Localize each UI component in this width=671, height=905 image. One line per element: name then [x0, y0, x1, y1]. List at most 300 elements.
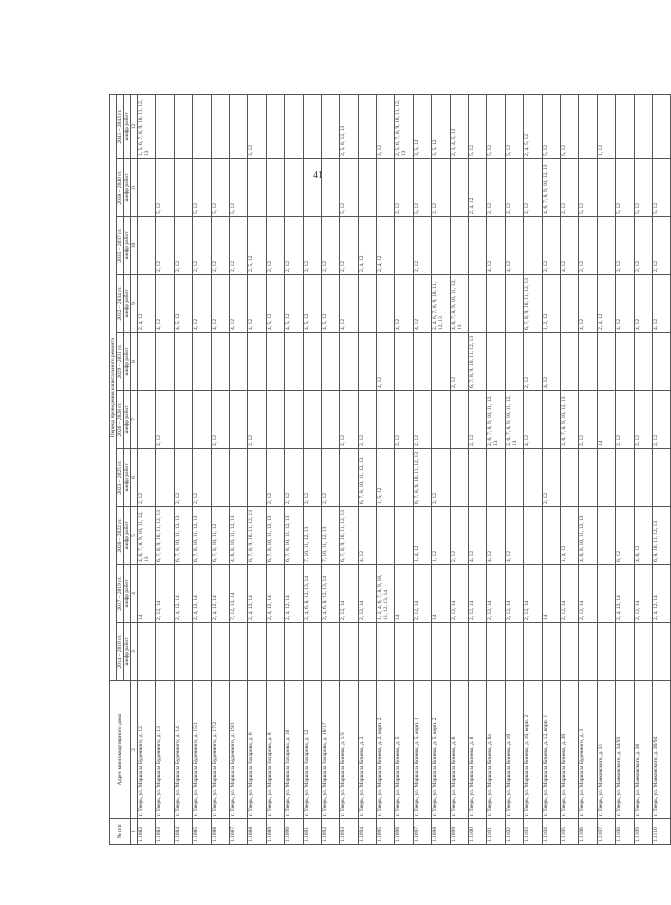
- work-code-cell: 2, 12: [524, 159, 542, 217]
- table-row: [156, 94, 174, 844]
- column-number: 1: [131, 819, 138, 845]
- work-code-cell: [487, 275, 505, 333]
- work-code-cell: 2, 12, 14: [487, 565, 505, 623]
- work-code-cell: [450, 159, 468, 217]
- table-row: [266, 94, 284, 844]
- work-code-cell: 4, 12: [634, 275, 652, 333]
- work-code-cell: 2, 4, 12, 14: [285, 565, 303, 623]
- work-code-cell: 6, 7, 8, 9, 10, 11, 12, 13: [156, 507, 174, 565]
- period-years-header: 2041 – 2043 гг.: [117, 94, 124, 158]
- work-code-cell: 5, 12: [413, 159, 431, 217]
- row-address: г. Тверь, ул. Маршала Конева, д. 6: [450, 681, 468, 819]
- work-code-cell: [542, 391, 560, 449]
- work-code-cell: 2, 12, 14: [524, 565, 542, 623]
- work-code-cell: 6, 8, 10, 11, 12, 13: [652, 507, 670, 565]
- row-address: г. Тверь, ул. Маршала Буденного, д. 3: [579, 681, 597, 819]
- work-code-cell: 5, 12: [634, 159, 652, 217]
- work-code-cell: 2, 12: [211, 217, 229, 275]
- row-number: 1.1086: [211, 819, 229, 845]
- work-code-cell: [377, 507, 395, 565]
- work-code-cell: 2, 12: [413, 217, 431, 275]
- work-code-cell: 4, 5, 12: [321, 275, 339, 333]
- work-code-cell: 6, 7, 8, 10, 11, 12, 13: [174, 507, 192, 565]
- table-row: [174, 94, 192, 844]
- work-code-cell: 5, 12: [505, 94, 523, 158]
- work-code-cell: 6, 7, 8, 9, 10, 11, 12, 13: [340, 507, 358, 565]
- work-code-cell: 1, 4, 12: [560, 507, 578, 565]
- row-address: г. Тверь, ул. Маршала Конева, д. 1/3: [340, 681, 358, 819]
- work-code-cell: [524, 623, 542, 681]
- work-code-cell: [303, 94, 321, 158]
- work-code-cell: 6, 7, 8, 9, 10, 11, 12, 13: [469, 333, 487, 391]
- work-code-cell: [285, 94, 303, 158]
- work-code-cell: [634, 623, 652, 681]
- work-code-cell: [450, 449, 468, 507]
- work-code-cell: 5, 12: [469, 94, 487, 158]
- work-code-cell: 1, 12: [432, 507, 450, 565]
- work-code-cell: 2, 12: [487, 159, 505, 217]
- work-code-cell: 4, 5, 12: [285, 275, 303, 333]
- column-number: 8: [131, 333, 138, 391]
- period-years-header: 2023 – 2025 гг.: [117, 449, 124, 507]
- work-code-cell: [174, 333, 192, 391]
- work-code-cell: 6, 7, 8, 10, 11, 12, 13: [285, 507, 303, 565]
- work-code-cell: 2, 12: [542, 217, 560, 275]
- column-number: 5: [131, 507, 138, 565]
- work-code-cell: [487, 333, 505, 391]
- work-code-cell: 5, 12: [211, 159, 229, 217]
- work-code-cell: [156, 94, 174, 158]
- work-code-cell: [211, 623, 229, 681]
- table-row: [193, 94, 211, 844]
- column-number: 2: [131, 681, 138, 819]
- work-code-cell: [634, 333, 652, 391]
- work-code-cell: 4, 12: [229, 275, 247, 333]
- table-row: [469, 94, 487, 844]
- table-row: [138, 94, 156, 844]
- work-code-cell: 2, 4, 12: [358, 217, 376, 275]
- work-code-cell: 6, 7, 8, 9, 10, 11, 12, 13: [524, 275, 542, 333]
- work-code-cell: [524, 449, 542, 507]
- work-code-cell: [413, 623, 431, 681]
- row-address: г. Тверь, ул. Маяковского, д. 36/94: [652, 681, 670, 819]
- row-number: 1.1092: [321, 819, 339, 845]
- work-code-cell: 7, 10, 11, 12, 13: [321, 507, 339, 565]
- table-row: [450, 94, 468, 844]
- row-number: 1.1091: [303, 819, 321, 845]
- work-code-cell: [138, 159, 156, 217]
- period-years-header: 2026 – 2028 гг.: [117, 391, 124, 449]
- capital-repair-table: [109, 94, 671, 845]
- work-code-cell: 14: [597, 391, 615, 449]
- work-code-cell: 2, 12, 14: [560, 565, 578, 623]
- work-code-cell: [266, 333, 284, 391]
- work-code-cell: 2, 12: [156, 217, 174, 275]
- work-code-cell: [248, 623, 266, 681]
- table-row: [560, 94, 578, 844]
- row-address: г. Тверь, ул. Маршала Буденного, д. 17/2: [211, 681, 229, 819]
- table-row: [652, 94, 670, 844]
- work-code-cell: [579, 94, 597, 158]
- work-code-cell: 4, 6, 12: [634, 507, 652, 565]
- period-code-header: шифр работ: [124, 94, 131, 158]
- row-address: г. Тверь, ул. Маяковского, д. 36: [634, 681, 652, 819]
- work-code-cell: 4, 12: [211, 275, 229, 333]
- table-row: [597, 94, 615, 844]
- row-number: 1.1090: [285, 819, 303, 845]
- work-code-cell: [597, 217, 615, 275]
- work-code-cell: 4, 12: [395, 275, 413, 333]
- work-code-cell: 2, 12: [211, 391, 229, 449]
- table-header: [110, 94, 138, 844]
- work-code-cell: [358, 159, 376, 217]
- period-years-header: 2038 – 2040 гг.: [117, 159, 124, 217]
- work-code-cell: 2, 12: [450, 333, 468, 391]
- work-code-cell: 4, 6, 8, 10, 11, 12, 13: [229, 507, 247, 565]
- table-row: [395, 94, 413, 844]
- row-address: г. Тверь, ул. Маршала Захарова, д. 12: [303, 681, 321, 819]
- work-code-cell: 2, 12: [652, 217, 670, 275]
- work-code-cell: 2, 12: [229, 217, 247, 275]
- work-code-cell: [450, 217, 468, 275]
- work-code-cell: 2, 12: [174, 449, 192, 507]
- work-code-cell: 2, 12, 14: [450, 565, 468, 623]
- work-code-cell: [579, 449, 597, 507]
- work-code-cell: 2, 6, 7, 8, 9, 10, 12, 13: [560, 391, 578, 449]
- work-code-cell: [358, 94, 376, 158]
- work-code-cell: [616, 94, 634, 158]
- work-code-cell: 2, 12: [560, 159, 578, 217]
- work-code-cell: 2, 12: [321, 449, 339, 507]
- work-code-cell: 6, 12: [616, 507, 634, 565]
- work-code-cell: [377, 159, 395, 217]
- work-code-cell: [542, 623, 560, 681]
- work-code-cell: 14: [432, 565, 450, 623]
- work-code-cell: 4, 6, 8, 10, 11, 12, 13: [579, 507, 597, 565]
- table-row: [505, 94, 523, 844]
- work-code-cell: [432, 217, 450, 275]
- work-code-cell: 4, 6, 7, 8, 9, 10, 12, 13: [542, 159, 560, 217]
- work-code-cell: [450, 623, 468, 681]
- work-code-cell: [652, 623, 670, 681]
- work-code-cell: 2, 12: [450, 507, 468, 565]
- work-code-cell: [138, 333, 156, 391]
- work-code-cell: 2, 12: [634, 391, 652, 449]
- work-code-cell: [579, 623, 597, 681]
- row-number: 1.1088: [248, 819, 266, 845]
- work-code-cell: [285, 391, 303, 449]
- row-number: 1.1107: [597, 819, 615, 845]
- work-code-cell: [321, 159, 339, 217]
- row-address: г. Тверь, ул. Маршала Конева, д. 10: [505, 681, 523, 819]
- work-code-cell: [432, 623, 450, 681]
- work-code-cell: [560, 333, 578, 391]
- work-code-cell: [505, 449, 523, 507]
- work-code-cell: 2, 12: [156, 391, 174, 449]
- work-code-cell: [597, 623, 615, 681]
- work-code-cell: 4, 5, 12: [174, 275, 192, 333]
- work-code-cell: [211, 449, 229, 507]
- work-code-cell: [652, 94, 670, 158]
- work-code-cell: 4, 12: [248, 275, 266, 333]
- table-body: [138, 94, 671, 844]
- work-code-cell: 2, 6, 7, 8, 9, 10, 11, 12, 13: [487, 391, 505, 449]
- work-code-cell: [524, 507, 542, 565]
- table-row: [358, 94, 376, 844]
- work-code-cell: 4, 6, 7, 8, 9, 10, 11, 12, 13: [138, 507, 156, 565]
- work-code-cell: [450, 391, 468, 449]
- table-row: [340, 94, 358, 844]
- column-number: 6: [131, 449, 138, 507]
- work-code-cell: [229, 333, 247, 391]
- work-code-cell: 1, 4, 12: [413, 507, 431, 565]
- row-number: 1.1085: [193, 819, 211, 845]
- work-code-cell: [413, 333, 431, 391]
- row-address: г. Тверь, ул. Маршала Захарова, д. 10: [285, 681, 303, 819]
- work-code-cell: 2, 4, 6, 8, 12, 13, 14: [303, 565, 321, 623]
- table-row: [285, 94, 303, 844]
- period-years-header: 2029 – 2031 гг.: [117, 333, 124, 391]
- row-number: 1.1101: [487, 819, 505, 845]
- work-code-cell: 5, 12: [616, 159, 634, 217]
- table-row: [321, 94, 339, 844]
- work-code-cell: [652, 333, 670, 391]
- work-code-cell: [193, 333, 211, 391]
- row-number: 1.1104: [542, 819, 560, 845]
- rotated-page-content: [95, 95, 659, 845]
- work-code-cell: 2, 4, 12, 14: [211, 565, 229, 623]
- work-code-cell: [321, 623, 339, 681]
- work-code-cell: [174, 623, 192, 681]
- work-code-cell: 3, 5, 12: [432, 94, 450, 158]
- work-code-cell: 4, 12: [505, 217, 523, 275]
- work-code-cell: 4, 12: [469, 507, 487, 565]
- work-code-cell: [616, 333, 634, 391]
- work-code-cell: [303, 623, 321, 681]
- table-row: [542, 94, 560, 844]
- work-code-cell: [634, 94, 652, 158]
- work-code-cell: [377, 275, 395, 333]
- column-number: 7: [131, 391, 138, 449]
- row-number: 1.1097: [413, 819, 431, 845]
- row-number: 1.1105: [560, 819, 578, 845]
- work-code-cell: 2, 12, 14: [505, 565, 523, 623]
- work-code-cell: [340, 333, 358, 391]
- work-code-cell: 6, 7, 8, 9, 10, 11, 12, 13: [413, 449, 431, 507]
- work-code-cell: 3, 5, 12: [413, 94, 431, 158]
- row-address: г. Тверь, ул. Маршала Захарова, д. 8: [266, 681, 284, 819]
- work-code-cell: 2, 4, 12, 14: [652, 565, 670, 623]
- work-code-cell: 4, 5, 12: [303, 275, 321, 333]
- row-number: 1.1100: [469, 819, 487, 845]
- work-code-cell: 2, 5, 6, 7, 8, 9, 10, 11, 12, 13: [395, 94, 413, 158]
- table-row: [211, 94, 229, 844]
- row-address: г. Тверь, ул. Маршала Конева, д. 12, корп. 1: [542, 681, 560, 819]
- work-code-cell: [469, 217, 487, 275]
- work-code-cell: 6, 7, 8, 10, 11, 12, 13: [358, 449, 376, 507]
- work-code-cell: 2, 4, 12: [469, 159, 487, 217]
- period-code-header: шифр работ: [124, 217, 131, 275]
- period-years-header: 2035 – 2037 гг.: [117, 217, 124, 275]
- work-code-cell: [211, 94, 229, 158]
- table-row: [377, 94, 395, 844]
- work-code-cell: [579, 333, 597, 391]
- work-code-cell: 2, 4, 12, 14: [248, 565, 266, 623]
- row-address: г. Тверь, ул. Маршала Конева, д. 8а: [487, 681, 505, 819]
- work-code-cell: 4, 12: [579, 275, 597, 333]
- work-code-cell: [156, 333, 174, 391]
- row-number: 1.1108: [616, 819, 634, 845]
- column-number: 3: [131, 623, 138, 681]
- work-code-cell: 14: [138, 565, 156, 623]
- work-code-cell: [634, 449, 652, 507]
- work-code-cell: 2, 12: [616, 217, 634, 275]
- work-code-cell: 2, 3, 4, 5, 12: [450, 94, 468, 158]
- work-code-cell: [156, 449, 174, 507]
- work-code-cell: 4, 5, 12: [266, 275, 284, 333]
- work-code-cell: [321, 94, 339, 158]
- row-number: 1.1094: [358, 819, 376, 845]
- work-code-cell: 4, 12: [487, 507, 505, 565]
- row-address: г. Тверь, ул. Маршала Конева, д. 5: [395, 681, 413, 819]
- work-code-cell: [229, 94, 247, 158]
- work-code-cell: 2, 12, 14: [156, 565, 174, 623]
- work-code-cell: [487, 449, 505, 507]
- work-code-cell: 2, 6, 7, 8, 9, 10, 11, 12, 13: [505, 391, 523, 449]
- row-number: 1.1082: [138, 819, 156, 845]
- row-number: 1.1106: [579, 819, 597, 845]
- work-code-cell: 2, 12: [579, 391, 597, 449]
- work-code-cell: 2, 12: [616, 391, 634, 449]
- work-code-cell: [193, 94, 211, 158]
- table-row: [634, 94, 652, 844]
- work-code-cell: 4, 12: [560, 217, 578, 275]
- work-code-cell: 14: [395, 565, 413, 623]
- work-code-cell: 2, 5, 12: [248, 217, 266, 275]
- work-code-cell: 2, 12: [303, 449, 321, 507]
- row-number: 1.1103: [524, 819, 542, 845]
- work-code-cell: [395, 623, 413, 681]
- work-code-cell: 2, 12: [432, 449, 450, 507]
- work-code-cell: 7, 10, 11, 12, 13: [303, 507, 321, 565]
- work-code-cell: 2, 12: [285, 449, 303, 507]
- work-code-cell: 5, 12: [229, 159, 247, 217]
- work-code-cell: 5, 12: [340, 159, 358, 217]
- work-code-cell: 2, 4, 12, 14: [174, 565, 192, 623]
- work-code-cell: [560, 449, 578, 507]
- work-code-cell: 2, 4, 5, 12: [524, 94, 542, 158]
- work-code-cell: 2, 12: [469, 391, 487, 449]
- work-code-cell: 2, 12: [579, 217, 597, 275]
- work-code-cell: [174, 94, 192, 158]
- work-code-cell: 4, 12: [193, 275, 211, 333]
- column-number-row: [131, 94, 138, 844]
- work-code-cell: [285, 623, 303, 681]
- work-code-cell: 2, 12: [340, 391, 358, 449]
- work-code-cell: 4, 12: [413, 275, 431, 333]
- row-address: г. Тверь, ул. Маршала Буденного, д. 19/1: [229, 681, 247, 819]
- work-code-cell: [395, 507, 413, 565]
- work-code-cell: 2, 12, 14: [358, 565, 376, 623]
- work-code-cell: 2, 12, 14: [469, 565, 487, 623]
- work-code-cell: [174, 159, 192, 217]
- work-code-cell: 2, 12: [266, 449, 284, 507]
- work-code-cell: [597, 449, 615, 507]
- row-number: 1.1096: [395, 819, 413, 845]
- work-code-cell: [138, 391, 156, 449]
- work-code-cell: 5, 12: [487, 94, 505, 158]
- period-years-header: 2032 – 2034 гг.: [117, 275, 124, 333]
- work-code-cell: 3, 5, 8, 12, 13: [340, 94, 358, 158]
- table-row: [229, 94, 247, 844]
- period-code-header: шифр работ: [124, 623, 131, 681]
- row-number: 1.1083: [156, 819, 174, 845]
- work-code-cell: 4, 12: [358, 507, 376, 565]
- period-code-header: шифр работ: [124, 159, 131, 217]
- work-code-cell: [266, 159, 284, 217]
- row-address: г. Тверь, ул. Маршала Конева, д. 10, корп. 2: [524, 681, 542, 819]
- row-number: 1.1087: [229, 819, 247, 845]
- work-code-cell: 2, 4, 12, 14: [193, 565, 211, 623]
- work-code-cell: 6, 7, 8, 10, 11, 12, 13: [266, 507, 284, 565]
- work-code-cell: [156, 623, 174, 681]
- work-code-cell: 2, 4, 12, 14: [616, 565, 634, 623]
- work-code-cell: 4, 12: [156, 275, 174, 333]
- work-code-cell: 2, 12: [634, 217, 652, 275]
- work-code-cell: [560, 275, 578, 333]
- work-code-cell: 2, 12: [413, 391, 431, 449]
- work-code-cell: [340, 449, 358, 507]
- work-code-cell: [542, 507, 560, 565]
- work-code-cell: [266, 391, 284, 449]
- work-code-cell: 4, 12: [487, 217, 505, 275]
- work-code-cell: [377, 391, 395, 449]
- table-row: [524, 94, 542, 844]
- work-code-cell: 4, 12: [542, 333, 560, 391]
- row-number: 1.1099: [450, 819, 468, 845]
- row-number: 1.1089: [266, 819, 284, 845]
- row-address: г. Тверь, ул. Маршала Конева, д. 5, корп. 2: [432, 681, 450, 819]
- row-number: 1.1084: [174, 819, 192, 845]
- work-code-cell: [395, 333, 413, 391]
- row-number: 1.1098: [432, 819, 450, 845]
- period-years-header: 2014 – 2016 гг.: [117, 623, 124, 681]
- work-code-cell: 2, 4, 12: [138, 275, 156, 333]
- row-number: 1.1109: [634, 819, 652, 845]
- work-code-cell: [597, 565, 615, 623]
- row-address: г. Тверь, ул. Маршала Конева, д. 20: [560, 681, 578, 819]
- row-address: г. Тверь, ул. Маршала Конева, д. 2, корп. 2: [377, 681, 395, 819]
- address-header: Адрес многоквартирного дома: [110, 681, 131, 819]
- work-code-cell: [597, 333, 615, 391]
- work-code-cell: 2, 12: [248, 391, 266, 449]
- no-header: № п/п: [110, 819, 131, 845]
- work-code-cell: [174, 391, 192, 449]
- work-code-cell: 2, 12: [193, 449, 211, 507]
- work-code-cell: 2, 12: [285, 217, 303, 275]
- work-code-cell: 7, 12, 13, 14: [229, 565, 247, 623]
- work-code-cell: 2, 12: [303, 217, 321, 275]
- work-code-cell: 2, 12: [340, 217, 358, 275]
- work-code-cell: [303, 333, 321, 391]
- work-code-cell: 4, 12: [505, 507, 523, 565]
- row-number: 1.1110: [652, 819, 670, 845]
- work-code-cell: 2, 12: [266, 217, 284, 275]
- work-code-cell: [487, 623, 505, 681]
- work-code-cell: 2, 4, 12: [377, 217, 395, 275]
- work-code-cell: 6, 7, 8, 10, 11, 12, 13: [193, 507, 211, 565]
- period-code-header: шифр работ: [124, 275, 131, 333]
